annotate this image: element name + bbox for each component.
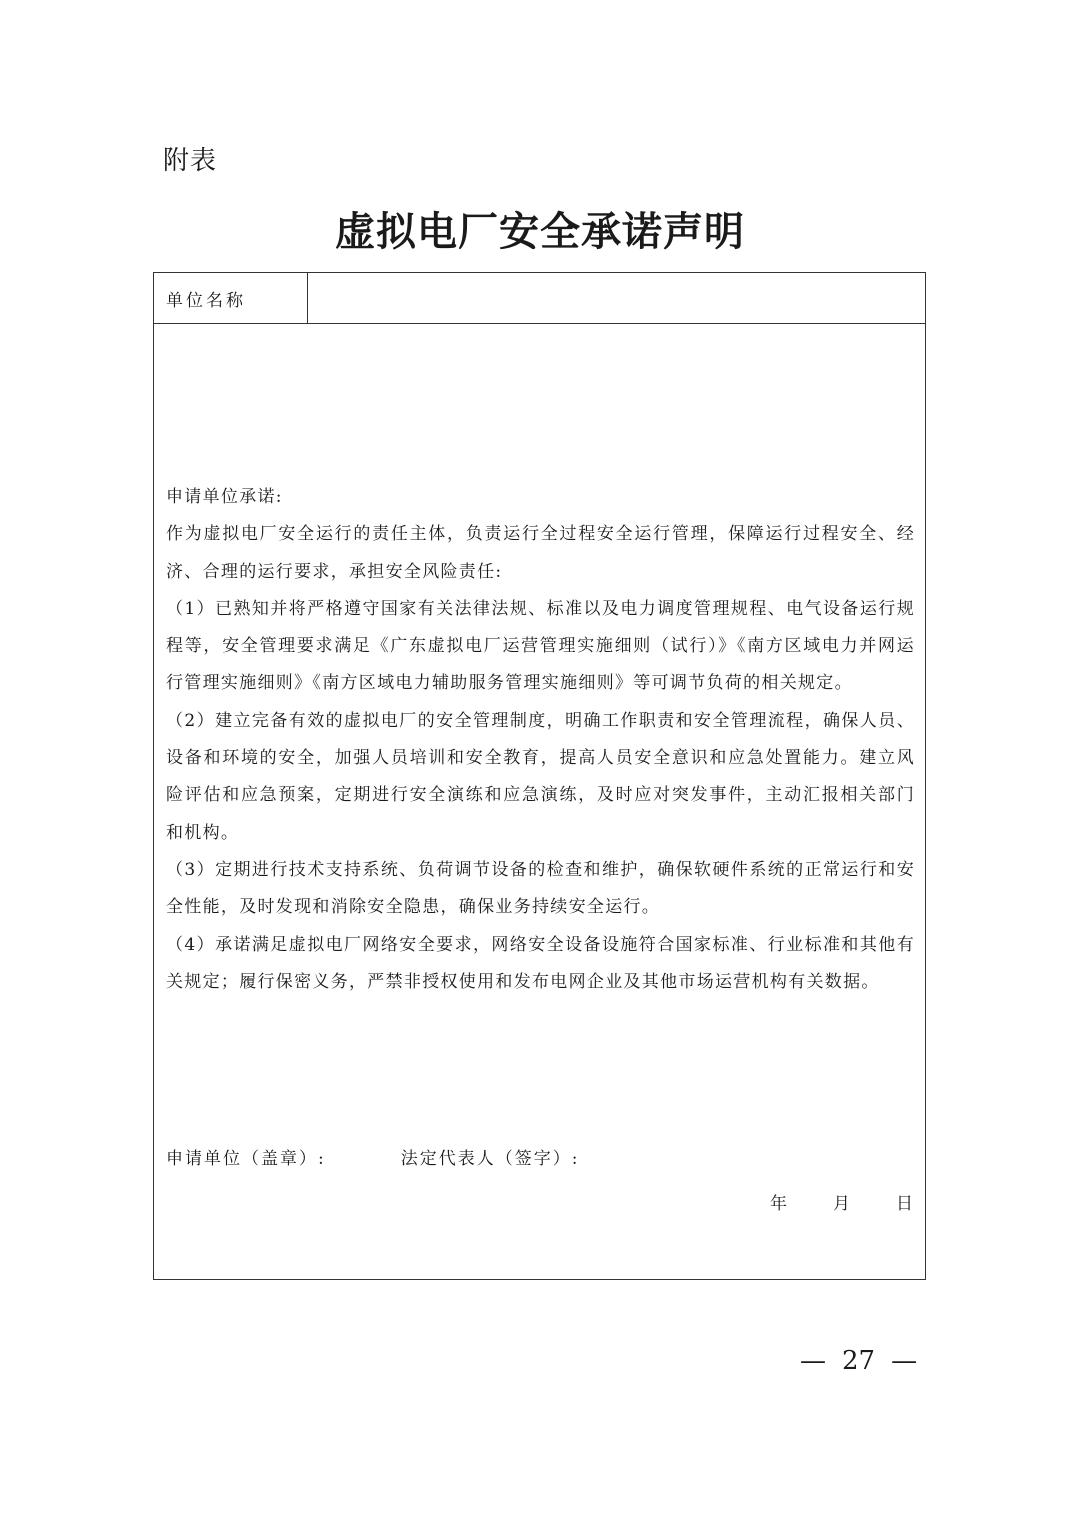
footer-dash-left: — [800, 1346, 826, 1376]
unit-name-field[interactable] [308, 273, 925, 323]
unit-name-label: 单位名称 [154, 273, 308, 323]
footer-dash-right: — [891, 1346, 918, 1376]
commitment-intro: 作为虚拟电厂安全运行的责任主体，负责运行全过程安全运行管理，保障运行过程安全、经济、合理的运行要求，承担安全风险责任: [166, 524, 915, 582]
page-footer [800, 1346, 917, 1376]
appendix-label: 附表 [163, 146, 218, 176]
applicant-seal-label: 申请单位（盖章）: [166, 1149, 326, 1169]
commitment-heading: 申请单位承诺: [166, 487, 283, 507]
commitment-item-4: （4）承诺满足虚拟电厂网络安全要求，网络安全设备设施符合国家标准、行业标准和其他有关规定；履行保密义务，严禁非授权使用和发布电网企业及其他市场运营机构有关数据。 [166, 934, 915, 992]
commitment-text [166, 479, 915, 1001]
document-title: 虚拟电厂安全承诺声明 [335, 208, 745, 255]
commitment-form-table [153, 272, 926, 1280]
page-number: 27 [842, 1346, 876, 1376]
date-line [770, 1189, 913, 1214]
commitment-item-1: （1）已熟知并将严格遵守国家有关法律法规、标准以及电力调度管理规程、电气设备运行规程等，安全管理要求满足《广东虚拟电厂运营管理实施细则（试行）》《南方区域电力并网运行管理实施细则》《南方区域电力辅助服务管理实施细则》等可调节负荷的相关规定。 [166, 598, 915, 694]
commitment-item-3: （3）定期进行技术支持系统、负荷调节设备的检查和维护，确保软硬件系统的正常运行和安全性能，及时发现和消除安全隐患，确保业务持续安全运行。 [166, 859, 915, 918]
signature-line [166, 1144, 579, 1169]
date-year: 年 [770, 1194, 787, 1214]
commitment-item-2: （2）建立完备有效的虚拟电厂的安全管理制度，明确工作职责和安全管理流程，确保人员、设备和环境的安全，加强人员培训和安全教育，提高人员安全意识和应急处置能力。建立风险评估和应急预案，定期进行安全演练和应急演练，及时应对突发事件，主动汇报相关部门和机构。 [166, 710, 915, 843]
date-day: 日 [896, 1194, 913, 1214]
legal-rep-label: 法定代表人（签字）: [400, 1149, 580, 1169]
date-month: 月 [833, 1194, 850, 1214]
unit-name-row [154, 273, 925, 324]
